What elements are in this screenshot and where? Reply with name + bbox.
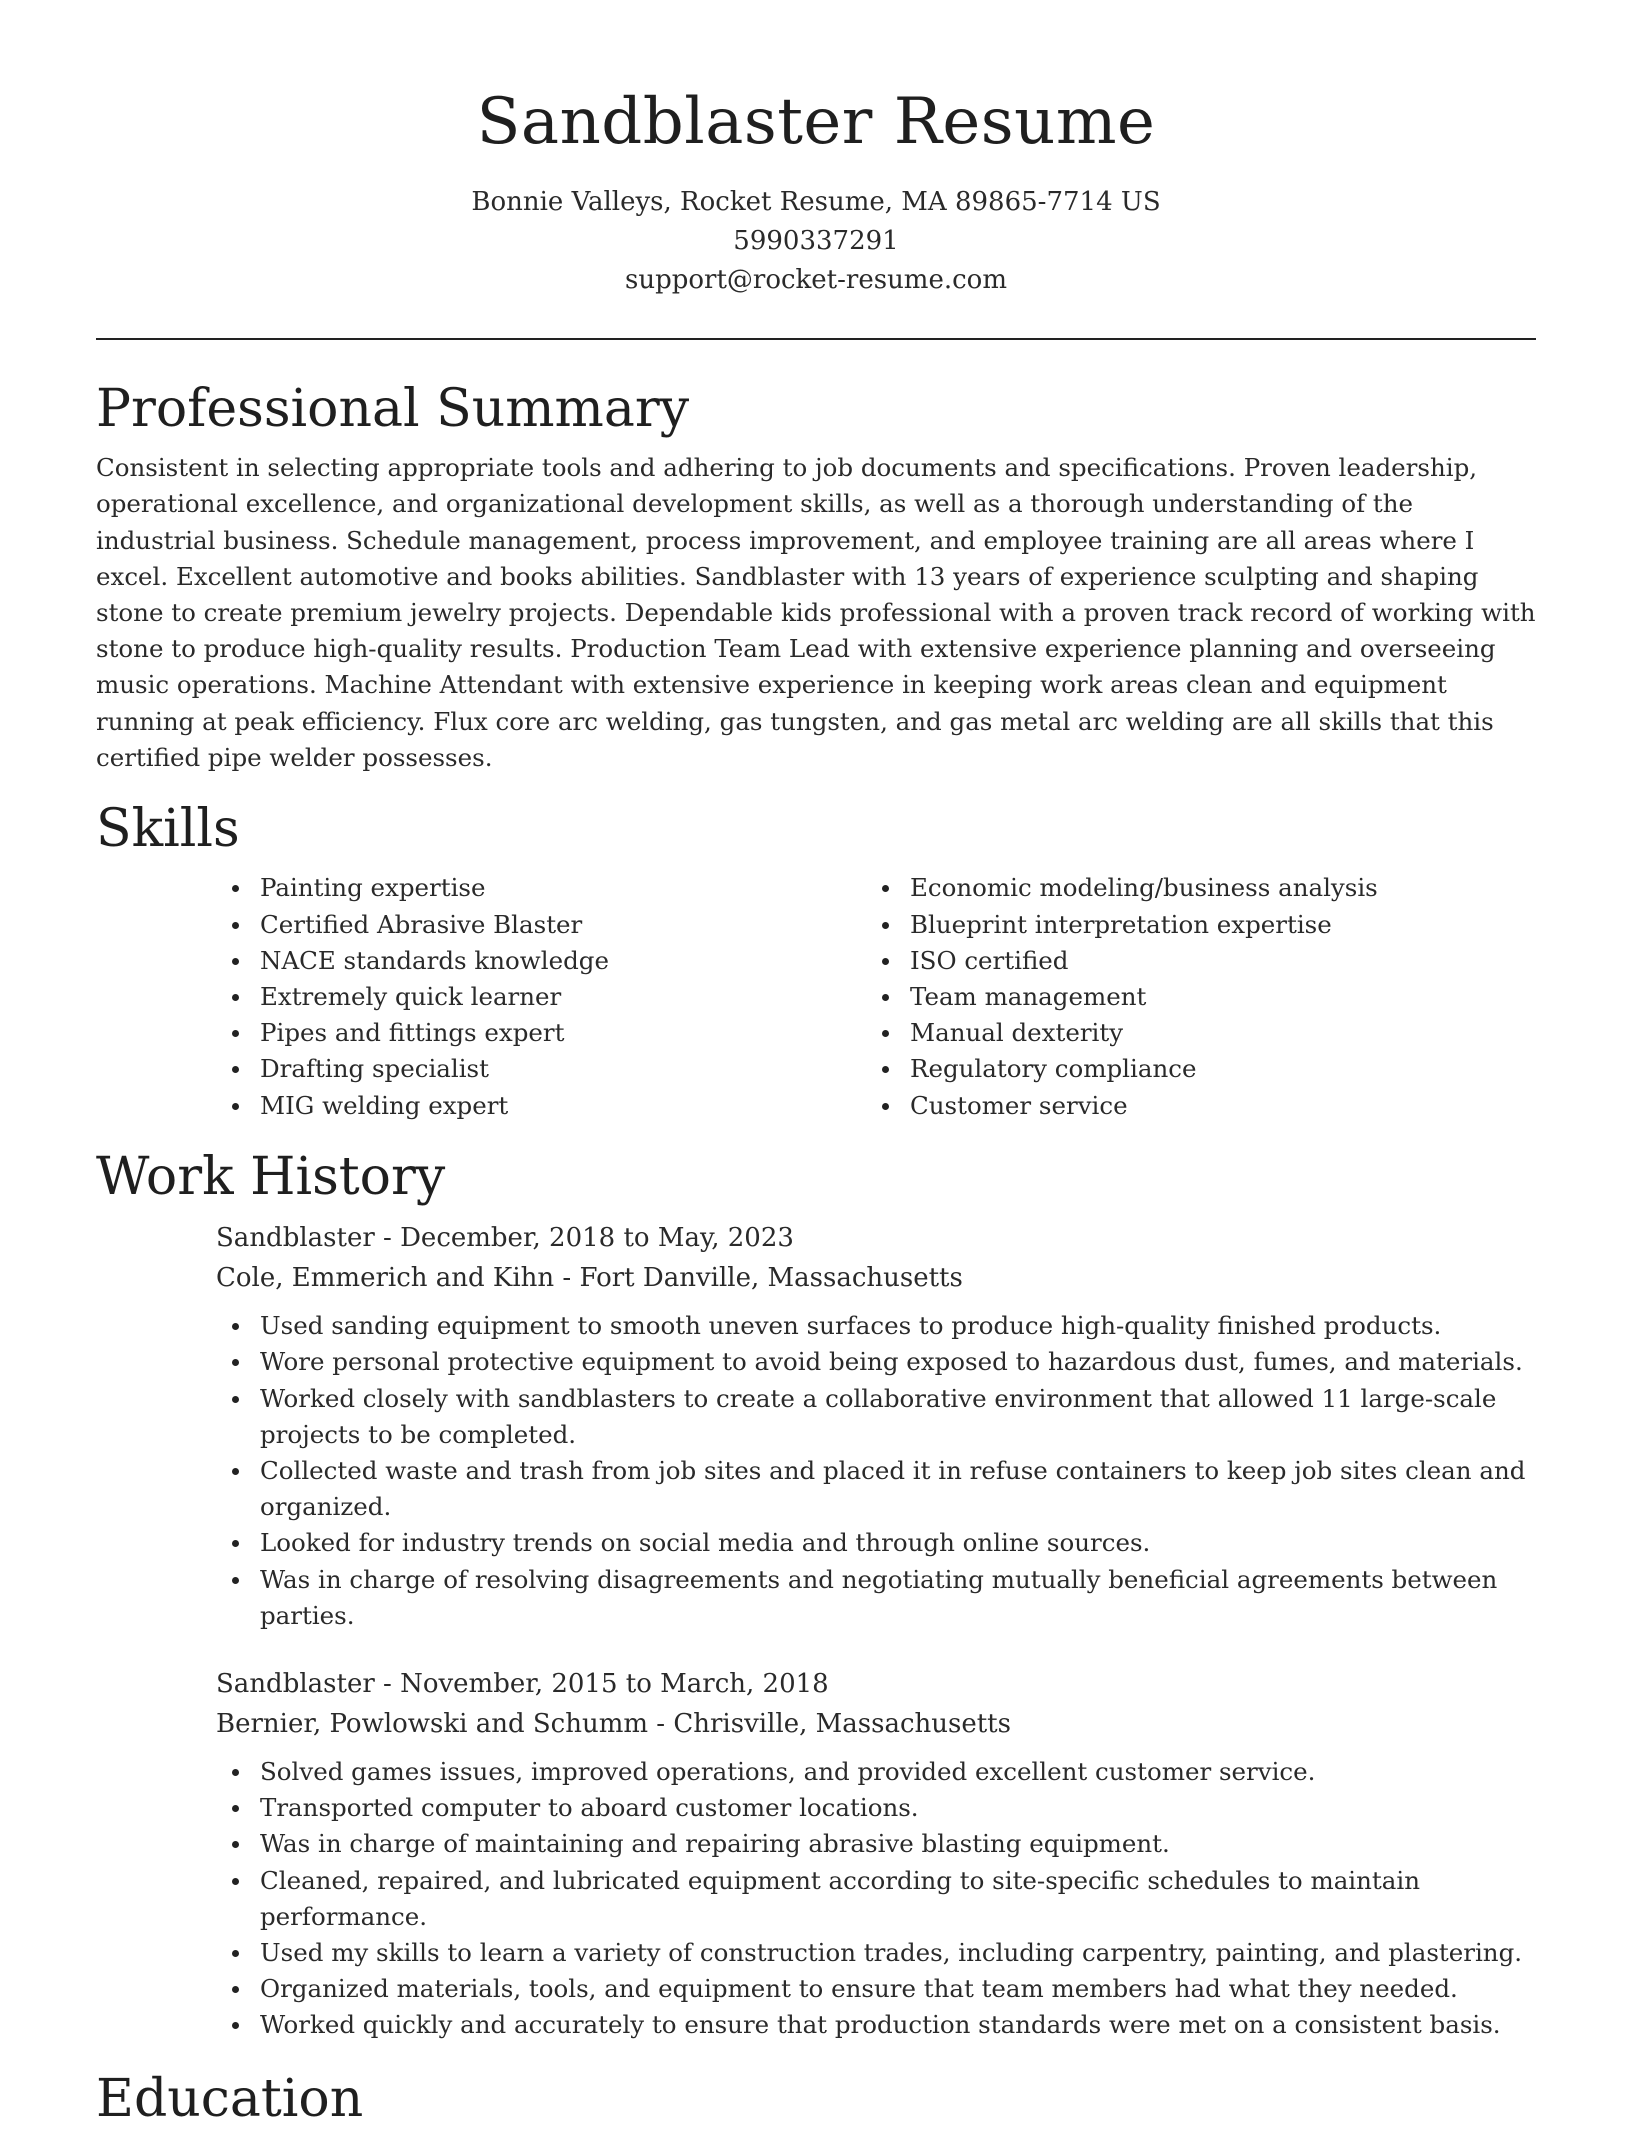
job-bullet: Used sanding equipment to smooth uneven surfaces to produce high-quality finished products. xyxy=(216,1308,1536,1344)
job-bullet: Solved games issues, improved operations, and provided excellent customer service. xyxy=(216,1754,1536,1790)
skill-item: Certified Abrasive Blaster xyxy=(216,907,866,943)
skill-item: Team management xyxy=(866,979,1516,1015)
job-bullet: Worked closely with sandblasters to create a collaborative environment that allowed 11 large-scale projects to be completed. xyxy=(216,1381,1536,1453)
summary-section xyxy=(96,378,1536,776)
job-bullet: Cleaned, repaired, and lubricated equipment according to site-specific schedules to maintain performance. xyxy=(216,1863,1536,1935)
job-bullet: Transported computer to aboard customer locations. xyxy=(216,1790,1536,1826)
job-bullets xyxy=(216,1754,1536,2044)
skills-list-left xyxy=(216,870,866,1123)
resume-page xyxy=(96,0,1536,2130)
job-bullet: Used my skills to learn a variety of construction trades, including carpentry, painting, and plastering. xyxy=(216,1935,1536,1971)
work-history-section xyxy=(96,1146,1536,2044)
contact-email: support@rocket-resume.com xyxy=(624,264,1007,295)
skill-item: Pipes and fittings expert xyxy=(216,1015,866,1051)
job-entry xyxy=(216,1218,1536,1634)
skill-item: ISO certified xyxy=(866,943,1516,979)
skill-item: Painting expertise xyxy=(216,870,866,906)
education-heading: Education xyxy=(96,2068,364,2129)
contact-address: Bonnie Valleys, Rocket Resume, MA 89865-7714 US xyxy=(471,186,1161,217)
skills-heading: Skills xyxy=(96,799,240,860)
summary-text: Consistent in selecting appropriate tools and adhering to job documents and specifications. Proven leadership, operational excellence, and organizational development skills, as well as a thorough understanding of the industrial business. Schedule management, process improvement, and employee training are all areas where I excel. Excellent automotive and books abilities. Sandblaster with 13 years of experience sculpting and shaping stone to create premium jewelry projects. Dependable kids professional with a proven track record of working with stone to produce high-quality results. Production Team Lead with extensive experience planning and overseeing music operations. Machine Attendant with extensive experience in keeping work areas clean and equipment running at peak efficiency. Flux core arc welding, gas tungsten, and gas metal arc welding are all skills that this certified pipe welder possesses. xyxy=(96,453,1536,772)
skill-item: Economic modeling/business analysis xyxy=(866,870,1516,906)
job-company-line: Bernier, Powlowski and Schumm - Chrisville, Massachusetts xyxy=(216,1709,1011,1740)
job-bullet: Wore personal protective equipment to avoid being exposed to hazardous dust, fumes, and materials. xyxy=(216,1344,1536,1380)
job-bullet: Collected waste and trash from job sites and placed it in refuse containers to keep job sites clean and organized. xyxy=(216,1453,1536,1525)
job-bullet: Was in charge of resolving disagreements and negotiating mutually beneficial agreements between parties. xyxy=(216,1562,1536,1634)
skill-item: Regulatory compliance xyxy=(866,1051,1516,1087)
skill-item: Manual dexterity xyxy=(866,1015,1516,1051)
skill-item: NACE standards knowledge xyxy=(216,943,866,979)
work-history-heading: Work History xyxy=(96,1146,446,1207)
job-entry xyxy=(216,1664,1536,2044)
job-bullet: Worked quickly and accurately to ensure that production standards were met on a consistent basis. xyxy=(216,2007,1536,2043)
resume-title: Sandblaster Resume xyxy=(476,85,1156,159)
skill-item: Blueprint interpretation expertise xyxy=(866,907,1516,943)
job-bullet: Looked for industry trends on social media and through online sources. xyxy=(216,1525,1536,1561)
contact-phone: 5990337291 xyxy=(733,225,899,256)
skill-item: Drafting specialist xyxy=(216,1051,866,1087)
job-bullet: Was in charge of maintaining and repairing abrasive blasting equipment. xyxy=(216,1826,1536,1862)
contact-block xyxy=(96,183,1536,300)
job-company-line: Cole, Emmerich and Kihn - Fort Danville, Massachusetts xyxy=(216,1263,963,1294)
skills-section xyxy=(96,798,1536,1124)
job-title-line: Sandblaster - December, 2018 to May, 2023 xyxy=(216,1223,794,1254)
skill-item: Customer service xyxy=(866,1088,1516,1124)
header-divider xyxy=(96,338,1536,340)
job-bullet: Organized materials, tools, and equipment to ensure that team members had what they needed. xyxy=(216,1971,1536,2007)
skill-item: MIG welding expert xyxy=(216,1088,866,1124)
job-bullets xyxy=(216,1308,1536,1634)
job-title-line: Sandblaster - November, 2015 to March, 2018 xyxy=(216,1669,829,1700)
skills-grid xyxy=(216,870,1536,1123)
skill-item: Extremely quick learner xyxy=(216,979,866,1015)
summary-heading: Professional Summary xyxy=(96,378,690,439)
education-section xyxy=(96,2068,1536,2130)
skills-list-right xyxy=(866,870,1516,1123)
resume-header xyxy=(96,0,1536,300)
